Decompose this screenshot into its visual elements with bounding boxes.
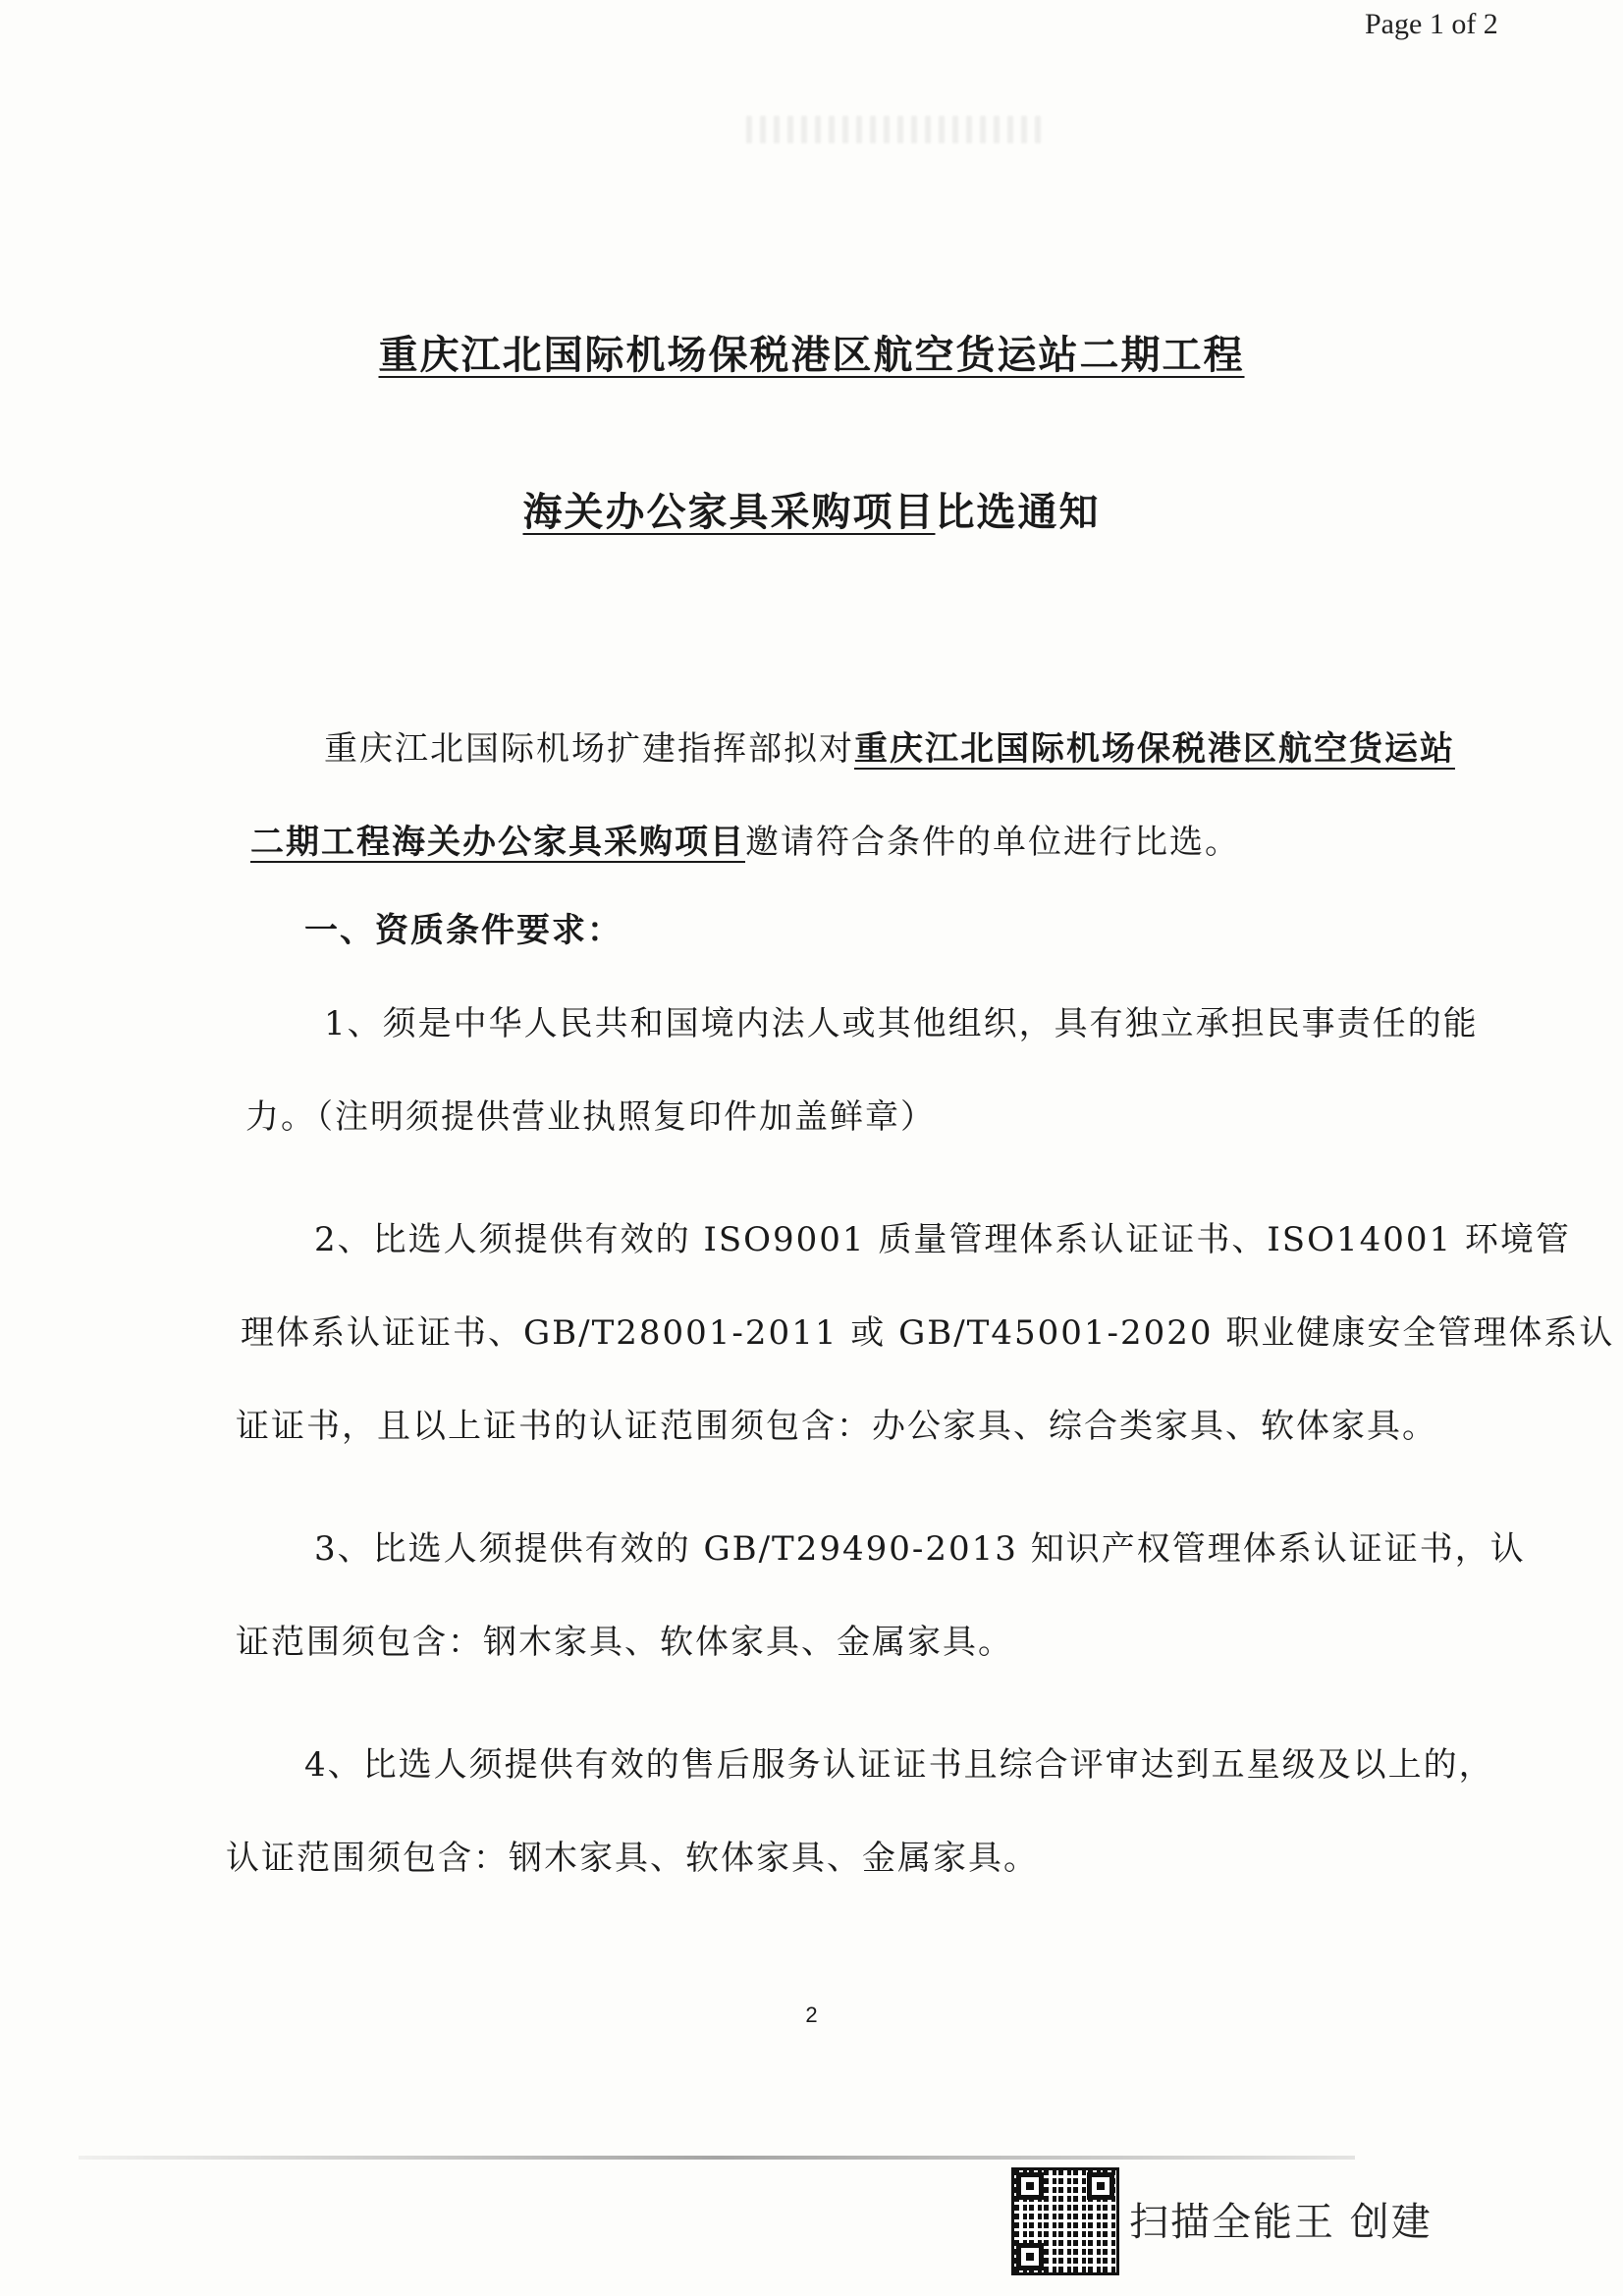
title-line2-rest: 比选通知 <box>935 489 1101 535</box>
footer-page-number: 2 <box>805 2002 818 2027</box>
item4-line2: 认证范围须包含：钢木家具、软体家具、金属家具。 <box>226 1839 1039 1878</box>
title-line1-text: 重庆江北国际机场保税港区航空货运站二期工程 <box>378 332 1245 378</box>
item3-line2: 证范围须包含：钢木家具、软体家具、金属家具。 <box>236 1623 1013 1662</box>
item3-line1: 3、比选人须提供有效的 GB/T29490-2013 知识产权管理体系认证证书，认 <box>314 1529 1526 1569</box>
intro-line2-project: 二期工程海关办公家具采购项目 <box>250 823 745 862</box>
qr-finder <box>1016 2243 1044 2270</box>
section1-heading: 一、资质条件要求： <box>304 911 622 950</box>
scan-edge-line <box>79 2156 1355 2160</box>
faded-stamp <box>746 116 1041 143</box>
page-label: Page 1 of 2 <box>1365 8 1498 40</box>
intro-line1 <box>324 721 1455 770</box>
qr-finder <box>1087 2172 1114 2200</box>
item2-line1: 2、比选人须提供有效的 ISO9001 质量管理体系认证证书、ISO14001 环境管 <box>314 1220 1571 1259</box>
qr-code-icon <box>1011 2167 1119 2275</box>
item1-line1: 1、须是中华人民共和国境内法人或其他组织，具有独立承担民事责任的能 <box>324 1004 1479 1043</box>
document-title-line1 <box>0 324 1623 380</box>
item2-line2: 理体系认证证书、GB/T28001-2011 或 GB/T45001-2020 职业健康安全管理体系认 <box>241 1313 1615 1353</box>
title-line2-underlined: 海关办公家具采购项目 <box>522 489 936 535</box>
qr-finder <box>1016 2172 1044 2200</box>
scanner-brand: 扫描全能王 创建 <box>1129 2200 1433 2245</box>
intro-line1-project: 重庆江北国际机场保税港区航空货运站 <box>854 729 1455 769</box>
item2-line3: 证证书，且以上证书的认证范围须包含：办公家具、综合类家具、软体家具。 <box>236 1407 1437 1446</box>
item4-line1: 4、比选人须提供有效的售后服务认证证书且综合评审达到五星级及以上的， <box>304 1745 1494 1785</box>
item1-line2: 力。（注明须提供营业执照复印件加盖鲜章） <box>245 1097 936 1137</box>
intro-line2 <box>250 815 1240 863</box>
intro-line1-prefix: 重庆江北国际机场扩建指挥部拟对 <box>324 729 854 769</box>
intro-line2-rest: 邀请符合条件的单位进行比选。 <box>745 823 1240 862</box>
document-title-line2 <box>0 481 1623 537</box>
